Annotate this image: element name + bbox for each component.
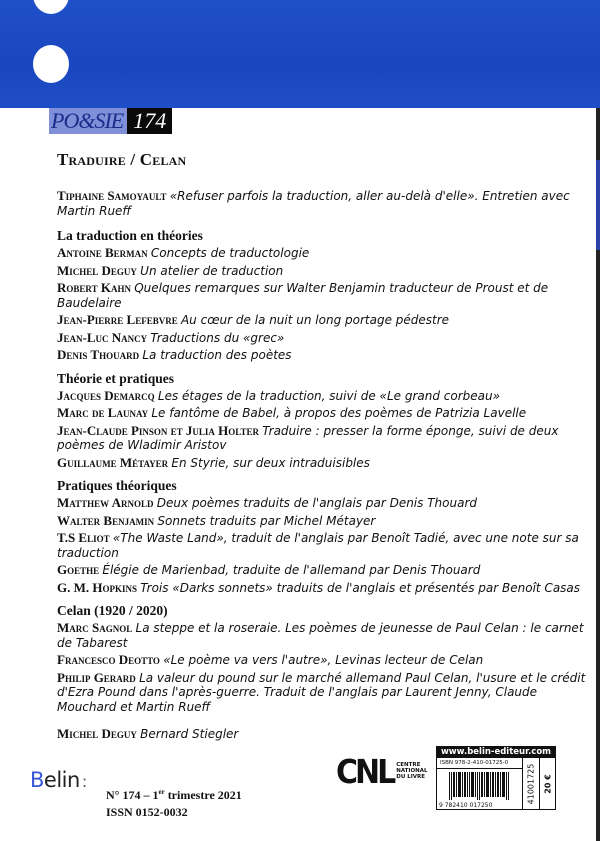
entry-work: Au cœur de la nuit un long portage pédestre bbox=[180, 313, 450, 327]
cnl-line: NATIONAL bbox=[396, 768, 428, 774]
isbn: ISBN 978-2-410-01725-0 bbox=[437, 758, 522, 769]
section-celan bbox=[57, 603, 587, 714]
entry-author: Antoine Berman bbox=[57, 245, 148, 260]
section-title: Pratiques théoriques bbox=[57, 478, 177, 493]
entry-author: Jacques Demarcq bbox=[57, 387, 155, 403]
issue-period: trimestre 2021 bbox=[164, 788, 242, 802]
barcode-icon bbox=[449, 772, 509, 800]
issue-number: 174 bbox=[127, 108, 172, 134]
blue-header-band bbox=[0, 0, 600, 108]
product-code-cell bbox=[523, 758, 540, 809]
list-item bbox=[57, 671, 587, 715]
journal-masthead bbox=[49, 108, 172, 134]
table-of-contents bbox=[57, 150, 587, 745]
entry-author: Michel Deguy bbox=[57, 262, 137, 278]
list-item bbox=[57, 456, 587, 471]
cnl-line: DU LIVRE bbox=[396, 774, 425, 780]
list-item bbox=[57, 531, 587, 560]
list-item bbox=[57, 581, 587, 596]
cnl-line: CENTRE bbox=[396, 762, 421, 768]
entry-work: «The Waste Land», traduit de l'anglais par Benoît Tadié, avec une note sur sa traduction bbox=[57, 531, 579, 560]
entry-work: Concepts de traductologie bbox=[150, 246, 310, 260]
entry-work: La traduction des poètes bbox=[142, 348, 292, 362]
entry-work: Les étages de la traduction, suivi de «Le grand corbeau» bbox=[157, 388, 501, 403]
cnl-logo-subtitle bbox=[396, 762, 427, 780]
barcode-label bbox=[436, 746, 556, 810]
list-item bbox=[57, 313, 587, 328]
journal-name: PO&SIE bbox=[49, 108, 127, 134]
entry-author: Francesco Deotto bbox=[57, 652, 160, 667]
punch-hole bbox=[33, 0, 69, 14]
entry-author: Goethe bbox=[57, 562, 100, 577]
entry-author: G. M. Hopkins bbox=[57, 579, 137, 595]
list-item bbox=[57, 621, 587, 650]
list-item bbox=[57, 348, 587, 363]
entry-author: Jean-Claude Pinson et Julia Holter bbox=[57, 422, 259, 438]
entry-work: Traduire : presser la forme éponge, suivi de deux poèmes de Wladimir Aristov bbox=[57, 423, 559, 452]
section-title: Celan (1920 / 2020) bbox=[57, 603, 168, 618]
entry-author: Denis Thouard bbox=[57, 347, 140, 362]
entry-author: Michel Deguy bbox=[57, 726, 137, 741]
entry-author: Marc Sagnol bbox=[57, 620, 133, 635]
belin-logo-initial: B bbox=[30, 768, 44, 792]
issue-title: Traduire / Celan bbox=[57, 150, 187, 169]
ordinal-suffix: er bbox=[158, 788, 165, 796]
section-title: La traduction en théories bbox=[57, 228, 203, 243]
entry-work: Bernard Stiegler bbox=[140, 727, 239, 741]
page-edge-accent bbox=[596, 160, 600, 250]
entry-work: Un atelier de traduction bbox=[140, 263, 284, 278]
entry-work: La valeur du pound sur le marché allemand Paul Celan, l'usure et le crédit d'Ezra Pound dans l'après-guerre. Traduit de l'anglais par Laurent Jenny, Claude Mouchard et Martin Rueff bbox=[57, 670, 586, 714]
issue-date bbox=[106, 784, 242, 804]
list-item bbox=[57, 246, 587, 261]
entry-author: T.S Eliot bbox=[57, 530, 110, 545]
entry-author: Matthew Arnold bbox=[57, 495, 154, 510]
entry-author: Philip Gerard bbox=[57, 669, 136, 685]
list-item bbox=[57, 514, 587, 529]
entry-author: Jean-Luc Nancy bbox=[57, 329, 148, 345]
issn: ISSN 0152-0032 bbox=[106, 805, 188, 819]
entry-work: En Styrie, sur deux intraduisibles bbox=[171, 455, 370, 470]
entry-author: Jean-Pierre Lefebvre bbox=[57, 312, 178, 327]
barcode-area bbox=[437, 758, 523, 809]
belin-logo bbox=[30, 768, 87, 792]
entry-work: Sonnets traduits par Michel Métayer bbox=[157, 513, 376, 528]
entry-work: «Le poème va vers l'autre», Levinas lecteur de Celan bbox=[163, 653, 484, 667]
list-item bbox=[57, 331, 587, 346]
list-item bbox=[57, 406, 587, 421]
list-item bbox=[57, 389, 587, 404]
list-item bbox=[57, 496, 587, 511]
price: 20 € bbox=[543, 773, 552, 794]
section-pratiques-theoriques bbox=[57, 478, 587, 595]
section-traduction-en-theories bbox=[57, 228, 587, 363]
list-item bbox=[57, 653, 587, 668]
list-item bbox=[57, 424, 587, 453]
entry-author: Tiphaine Samoyault bbox=[57, 188, 167, 203]
ean-number: 9 782410 017250 bbox=[439, 802, 493, 809]
issue-info bbox=[106, 784, 242, 821]
entry-author: Guillaume Métayer bbox=[57, 454, 169, 470]
closing-entry bbox=[57, 727, 587, 742]
cnl-logo bbox=[336, 753, 428, 792]
issue-number-text: N° 174 – 1 bbox=[106, 788, 159, 802]
entry-work: Deux poèmes traduits de l'anglais par Denis Thouard bbox=[156, 496, 477, 510]
section-theorie-et-pratiques bbox=[57, 371, 587, 471]
cnl-logo-mark: CNL bbox=[336, 753, 394, 792]
list-item bbox=[57, 264, 587, 279]
lead-entry bbox=[57, 189, 587, 218]
entry-work: Élégie de Marienbad, traduite de l'allemand par Denis Thouard bbox=[102, 563, 481, 577]
entry-author: Marc de Launay bbox=[57, 405, 149, 420]
list-item bbox=[57, 563, 587, 578]
entry-work: Quelques remarques sur Walter Benjamin traducteur de Proust et de Baudelaire bbox=[57, 281, 549, 310]
section-title: Théorie et pratiques bbox=[57, 370, 174, 386]
entry-author: Walter Benjamin bbox=[57, 512, 155, 528]
entry-work: Traductions du «grec» bbox=[150, 330, 285, 345]
entry-work: Trois «Darks sonnets» traduits de l'anglais et présentés par Benoît Casas bbox=[140, 580, 581, 595]
product-code: 41001725 bbox=[526, 763, 536, 804]
punch-hole bbox=[33, 45, 69, 83]
belin-logo-rest: elin bbox=[43, 768, 80, 792]
entry-author: Robert Kahn bbox=[57, 280, 131, 295]
entry-work: «Refuser parfois la traduction, aller au-delà d'elle». Entretien avec Martin Rueff bbox=[57, 189, 570, 218]
belin-logo-colon: : bbox=[81, 772, 87, 791]
entry-work: Le fantôme de Babel, à propos des poèmes de Patrizia Lavelle bbox=[151, 406, 527, 420]
entry-work: La steppe et la roseraie. Les poèmes de jeunesse de Paul Celan : le carnet de Tabarest bbox=[57, 621, 584, 650]
price-cell bbox=[540, 758, 555, 809]
list-item bbox=[57, 281, 587, 310]
publisher-website: www.belin-editeur.com bbox=[437, 747, 555, 758]
